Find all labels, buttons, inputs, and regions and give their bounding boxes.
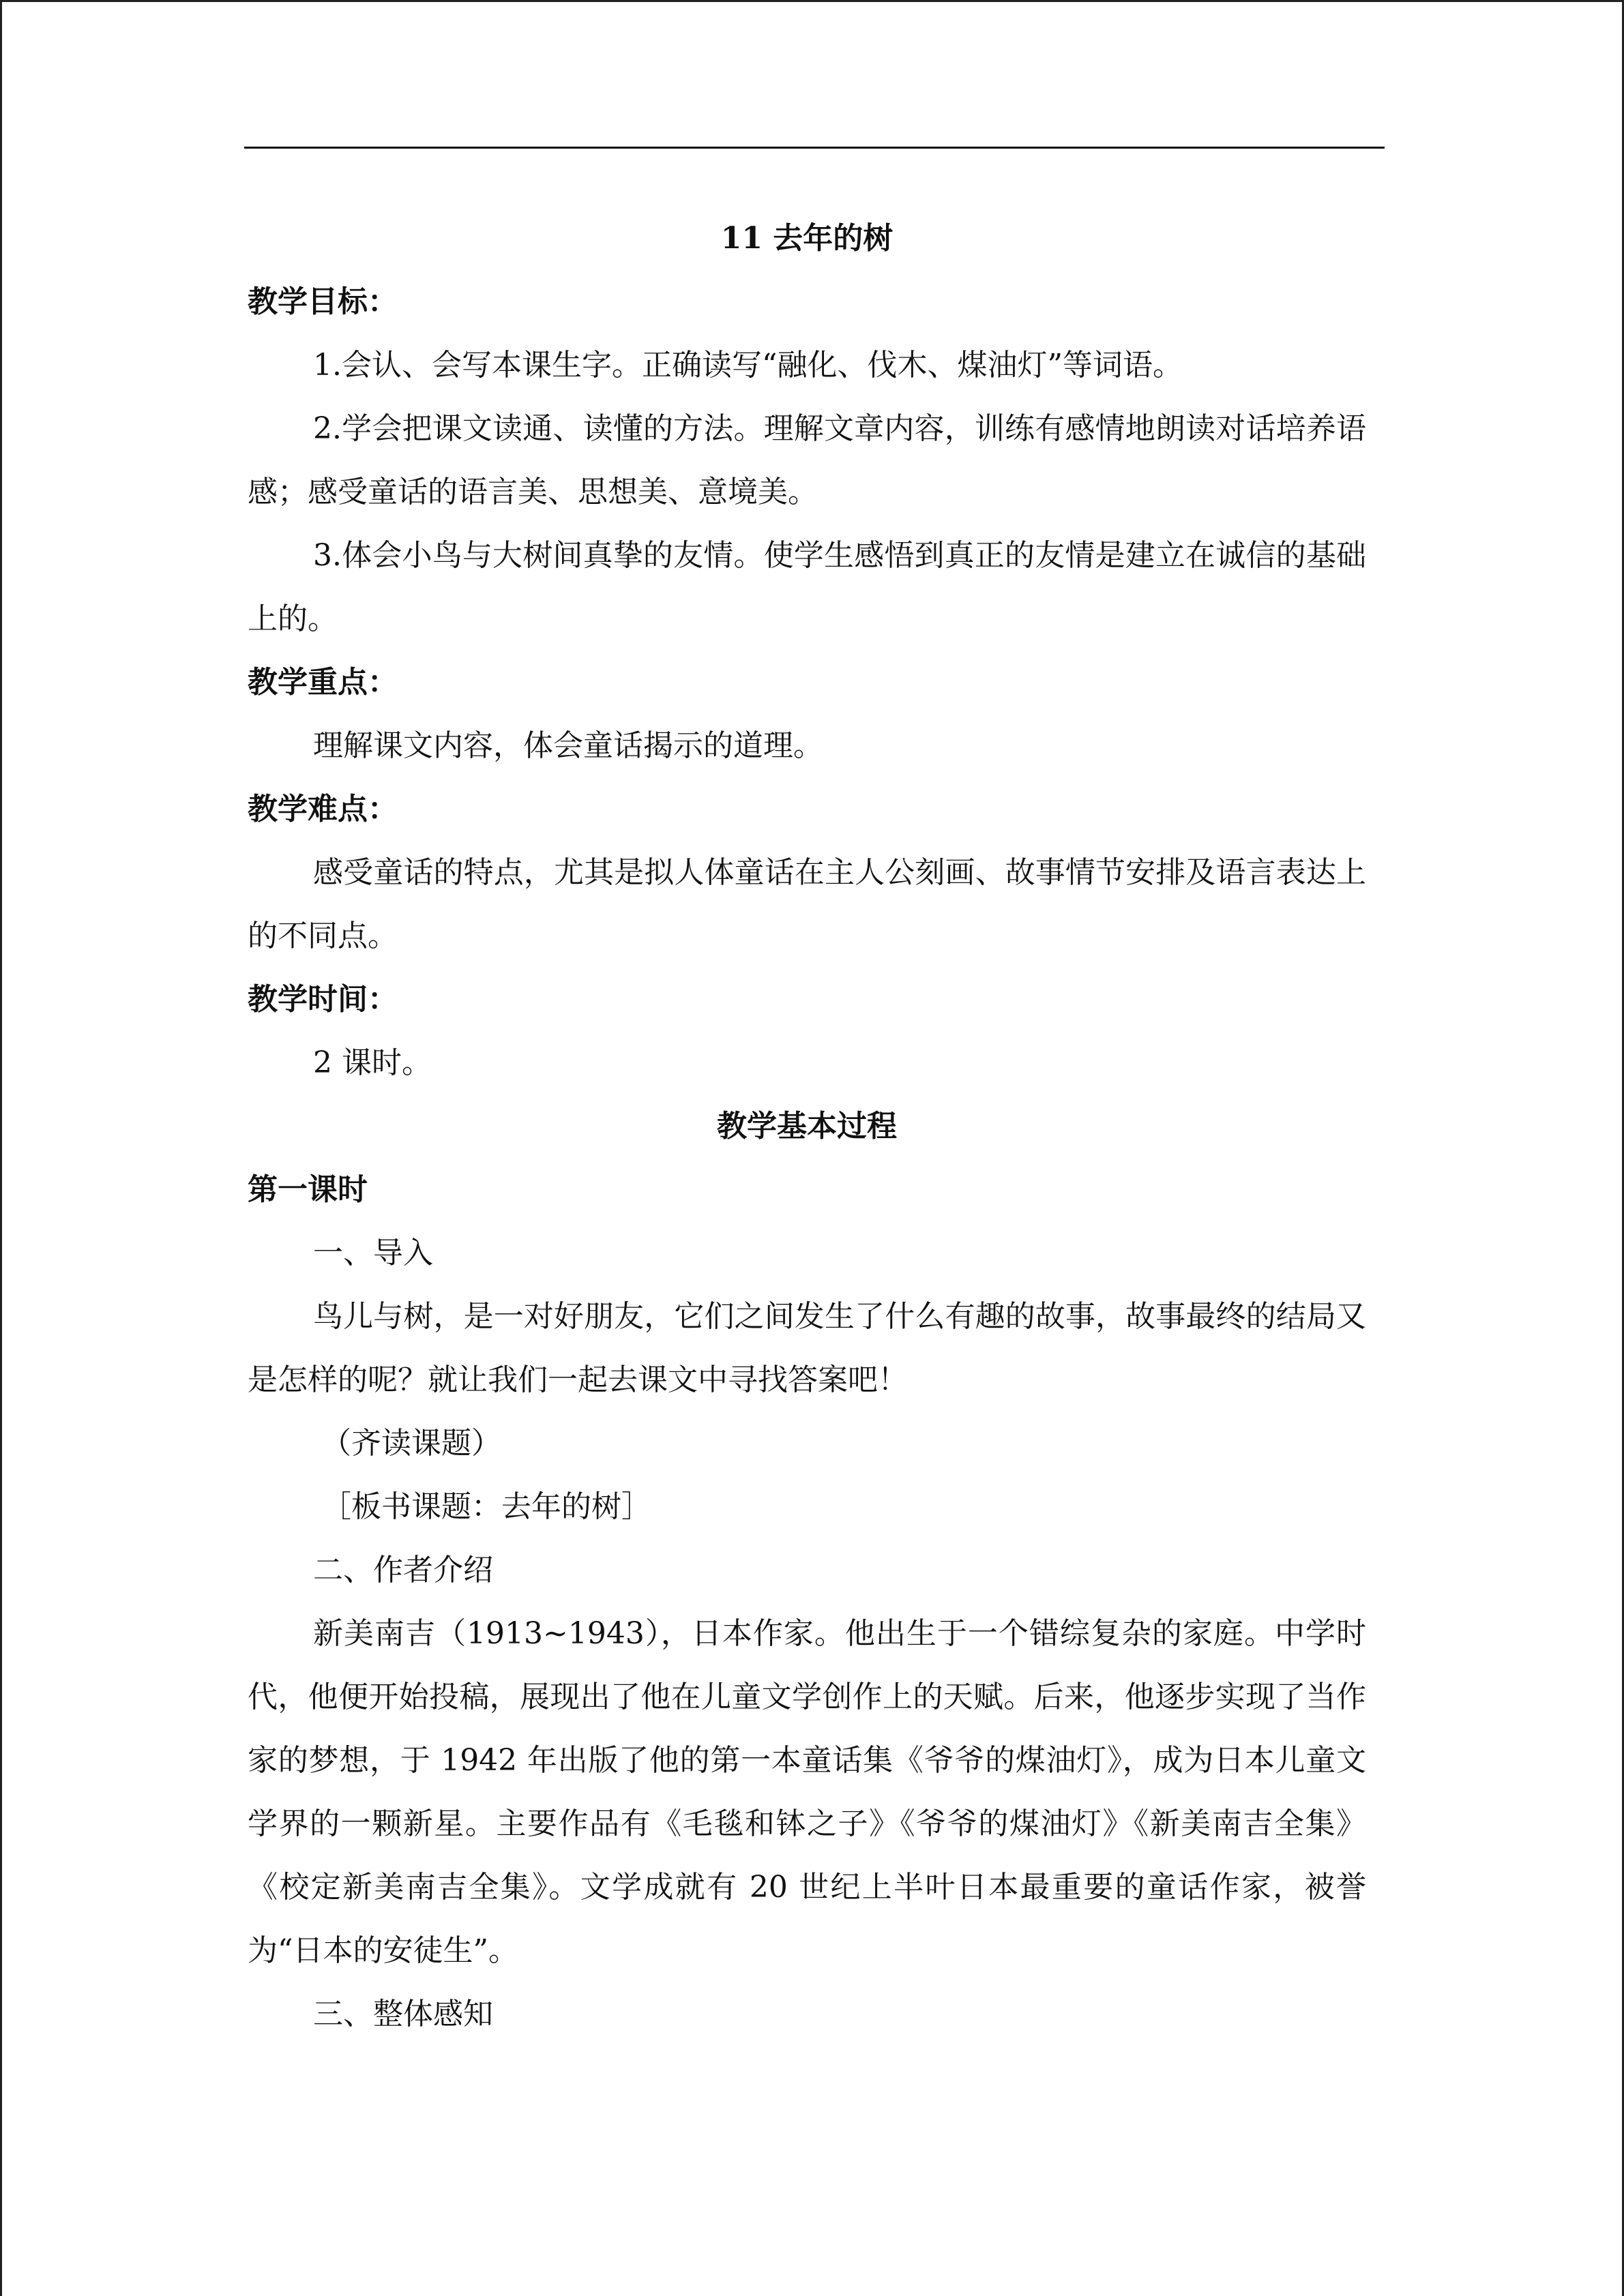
- time-text: 2 课时。: [313, 1045, 432, 1080]
- difficulties-text: 感受童话的特点，尤其是拟人体童话在主人公刻画、故事情节安排及语言表达上的不同点。: [248, 855, 1366, 953]
- objective-item: 3.体会小鸟与大树间真挚的友情。使学生感悟到真正的友情是建立在诚信的基础上的。: [248, 538, 1366, 636]
- key-points-text: 理解课文内容，体会童话揭示的道理。: [313, 728, 823, 763]
- process-title: 教学基本过程: [717, 1109, 897, 1144]
- objective-item: 1.会认、会写本课生字。正确读写“融化、伐木、煤油灯”等词语。: [313, 348, 1183, 383]
- overall-heading: 三、整体感知: [313, 1997, 493, 2031]
- objectives-heading: 教学目标：: [248, 284, 398, 319]
- header-rule: [244, 147, 1385, 149]
- author-text: 新美南吉（1913~1943），日本作家。他出生于一个错综复杂的家庭。中学时代，他便开始投稿，展现出了他在儿童文学创作上的天赋。后来，他逐步实现了当作家的梦想，于 1942 年出版了他的第一本童话集《爷爷的煤油灯》，成为日本儿童文学界的一颗新星。主要作品有《毛毯和钵之子》《爷爷的煤油灯》《新美南吉全集》《校定新美南吉全集》。文学成就有 20 世纪上半叶日本最重要的童话作家，被誉为“日本的安徒生”。: [248, 1616, 1366, 1968]
- board-note: ［板书课题：去年的树］: [321, 1489, 651, 1524]
- read-together-note: （齐读课题）: [321, 1426, 501, 1461]
- lesson-title: 11 去年的树: [720, 221, 894, 256]
- lesson1-heading: 第一课时: [248, 1172, 368, 1207]
- key-points-heading: 教学重点：: [248, 665, 398, 700]
- document-body: [248, 207, 1366, 2046]
- author-heading: 二、作者介绍: [313, 1553, 493, 1587]
- difficulties-heading: 教学难点：: [248, 792, 398, 826]
- intro-heading: 一、导入: [313, 1236, 433, 1270]
- intro-text: 鸟儿与树，是一对好朋友，它们之间发生了什么有趣的故事，故事最终的结局又是怎样的呢？就让我们一起去课文中寻找答案吧！: [248, 1299, 1366, 1397]
- objective-item: 2.学会把课文读通、读懂的方法。理解文章内容，训练有感情地朗读对话培养语感；感受童话的语言美、思想美、意境美。: [248, 411, 1366, 509]
- time-heading: 教学时间：: [248, 982, 398, 1017]
